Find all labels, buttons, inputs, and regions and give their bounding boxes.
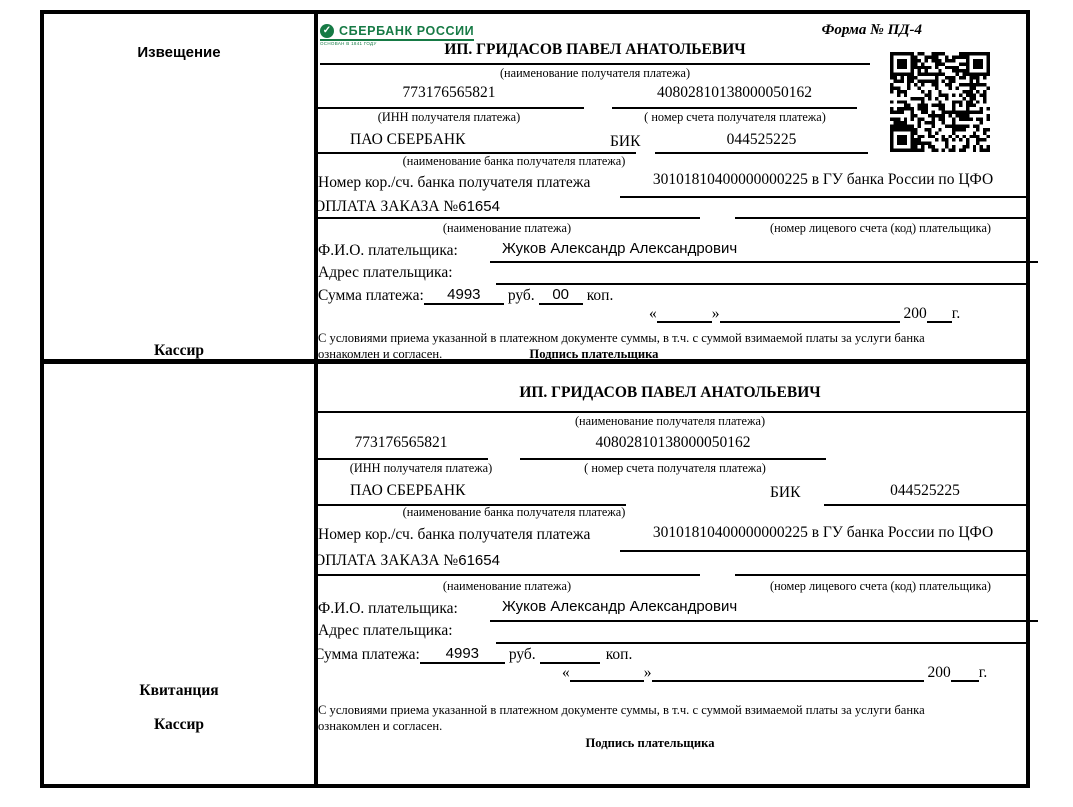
caption-inn: (ИНН получателя платежа)	[377, 110, 521, 124]
sberbank-logo-tagline: ОСНОВАН В 1841 ГОДУ	[320, 41, 377, 46]
year-line	[927, 321, 952, 323]
agreement-text-2	[318, 702, 1008, 734]
bik-label-2: БИК	[770, 484, 801, 501]
year-line-2	[951, 680, 979, 682]
corr-account-value-2: 30101810400000000225 в ГУ банка России по ЦФО	[620, 524, 1026, 552]
caption-payment-name-2: (наименование платежа)	[442, 579, 572, 593]
caption-recipient-name: (наименование получателя платежа)	[499, 66, 691, 80]
corr-account-label: Номер кор./сч. банка получателя платежа	[318, 174, 591, 191]
year-prefix-2: 200	[927, 664, 951, 681]
bik-label: БИК	[610, 133, 641, 150]
order-label: ОПЛАТА ЗАКАЗА №	[314, 198, 459, 215]
section2-cashier-label: Кассир	[153, 716, 205, 733]
caption-personal-account: (номер лицевого счета (код) плательщика)	[769, 221, 992, 235]
corr-account-label-2: Номер кор./сч. банка получателя платежа	[318, 526, 591, 543]
sum-label: Сумма платежа:	[318, 287, 424, 304]
personal-account-line	[735, 217, 1026, 219]
section1-cashier-label: Кассир	[153, 342, 205, 359]
year-suffix-2: г.	[978, 664, 988, 681]
date-day-line-2	[570, 680, 644, 682]
caption-recipient-name-2: (наименование получателя платежа)	[574, 414, 766, 428]
sum-rub-value-2: 4993	[420, 645, 505, 664]
title-underline-2	[318, 411, 1026, 413]
quote-open: «	[649, 305, 657, 322]
order-label-2: ОПЛАТА ЗАКАЗА №	[314, 552, 459, 569]
payer-address-label: Адрес плательщика:	[318, 264, 453, 281]
payer-address-label-2: Адрес плательщика:	[318, 622, 453, 639]
agreement-line2-2: ознакомлен и согласен.	[318, 719, 443, 734]
date-month-line	[720, 321, 900, 323]
quote-close: »	[711, 305, 720, 322]
payment-qr-code	[890, 52, 990, 152]
caption-inn-2: (ИНН получателя платежа)	[349, 461, 493, 475]
agreement-text	[318, 330, 1008, 362]
caption-payment-name: (наименование платежа)	[442, 221, 572, 235]
caption-account-2: ( номер счета получателя платежа)	[584, 461, 766, 475]
account-value: 40802810138000050162	[612, 84, 857, 109]
sum-row	[318, 286, 613, 305]
year-prefix: 200	[903, 305, 927, 322]
sberbank-logo-text: СБЕРБАНК РОССИИ	[339, 24, 475, 38]
date-day-line	[657, 321, 712, 323]
quote-open-2: «	[562, 664, 570, 681]
payer-name-value: Жуков Александр Александрович	[490, 240, 1038, 263]
payment-purpose-2	[314, 552, 700, 576]
caption-personal-account-2: (номер лицевого счета (код) плательщика)	[769, 579, 992, 593]
payer-address-value-2	[496, 620, 1026, 644]
section1-label: Извещение	[137, 44, 221, 61]
date-row	[649, 305, 960, 323]
inn-value: 773176565821	[314, 84, 584, 109]
bik-value: 044525225	[655, 131, 868, 154]
forma-pd4-label: Форма № ПД-4	[821, 22, 922, 38]
column-divider	[314, 14, 318, 784]
rub-label-2: руб.	[508, 646, 536, 663]
caption-bank-name: (наименование банка получателя платежа)	[402, 154, 626, 168]
date-row-2	[562, 664, 987, 682]
account-value-2: 40802810138000050162	[520, 434, 826, 460]
caption-account: ( номер счета получателя платежа)	[644, 110, 826, 124]
payment-purpose	[314, 198, 700, 219]
corr-account-value: 30101810400000000225 в ГУ банка России по ЦФО	[620, 171, 1026, 198]
section2-label: Квитанция	[139, 682, 219, 699]
caption-bank-name-2: (наименование банка получателя платежа)	[402, 505, 626, 519]
kop-label-2: коп.	[605, 646, 633, 663]
sum-label-2: Сумма платежа:	[314, 646, 420, 663]
order-number: 61654	[458, 198, 500, 215]
bank-name-value: ПАО СБЕРБАНК	[314, 131, 636, 154]
payer-name-label: Ф.И.О. плательщика:	[318, 242, 458, 259]
sum-kop-value: 00	[539, 286, 583, 305]
agreement-line2: ознакомлен и согласен.	[318, 347, 443, 362]
sum-row-2	[314, 645, 632, 664]
recipient-title: ИП. ГРИДАСОВ ПАВЕЛ АНАТОЛЬЕВИЧ	[320, 41, 870, 65]
signature-label-2: Подпись плательщика	[585, 736, 715, 750]
bik-value-2: 044525225	[824, 482, 1026, 506]
order-number-2: 61654	[458, 552, 500, 569]
inn-value-2: 773176565821	[314, 434, 488, 460]
payer-name-label-2: Ф.И.О. плательщика:	[318, 600, 458, 617]
quote-close-2: »	[643, 664, 652, 681]
sberbank-tick-icon: ✓	[320, 24, 334, 38]
kop-label: коп.	[586, 287, 614, 304]
date-month-line-2	[652, 680, 924, 682]
bank-name-value-2: ПАО СБЕРБАНК	[314, 482, 626, 506]
signature-label: Подпись плательщика	[529, 347, 659, 362]
sum-rub-value: 4993	[424, 286, 504, 305]
agreement-line1: С условиями приема указанной в платежном документе суммы, в т.ч. с суммой взимаемой платы за услуги банка	[318, 331, 925, 345]
year-suffix: г.	[951, 305, 961, 322]
personal-account-line-2	[735, 574, 1026, 576]
agreement-line1-2: С условиями приема указанной в платежном документе суммы, в т.ч. с суммой взимаемой платы за услуги банка	[318, 703, 925, 717]
recipient-title-2: ИП. ГРИДАСОВ ПАВЕЛ АНАТОЛЬЕВИЧ	[519, 384, 821, 401]
payer-name-value-2: Жуков Александр Александрович	[490, 598, 1038, 622]
rub-label: руб.	[507, 287, 535, 304]
form-table	[40, 10, 1030, 788]
payer-address-value	[496, 262, 1026, 285]
